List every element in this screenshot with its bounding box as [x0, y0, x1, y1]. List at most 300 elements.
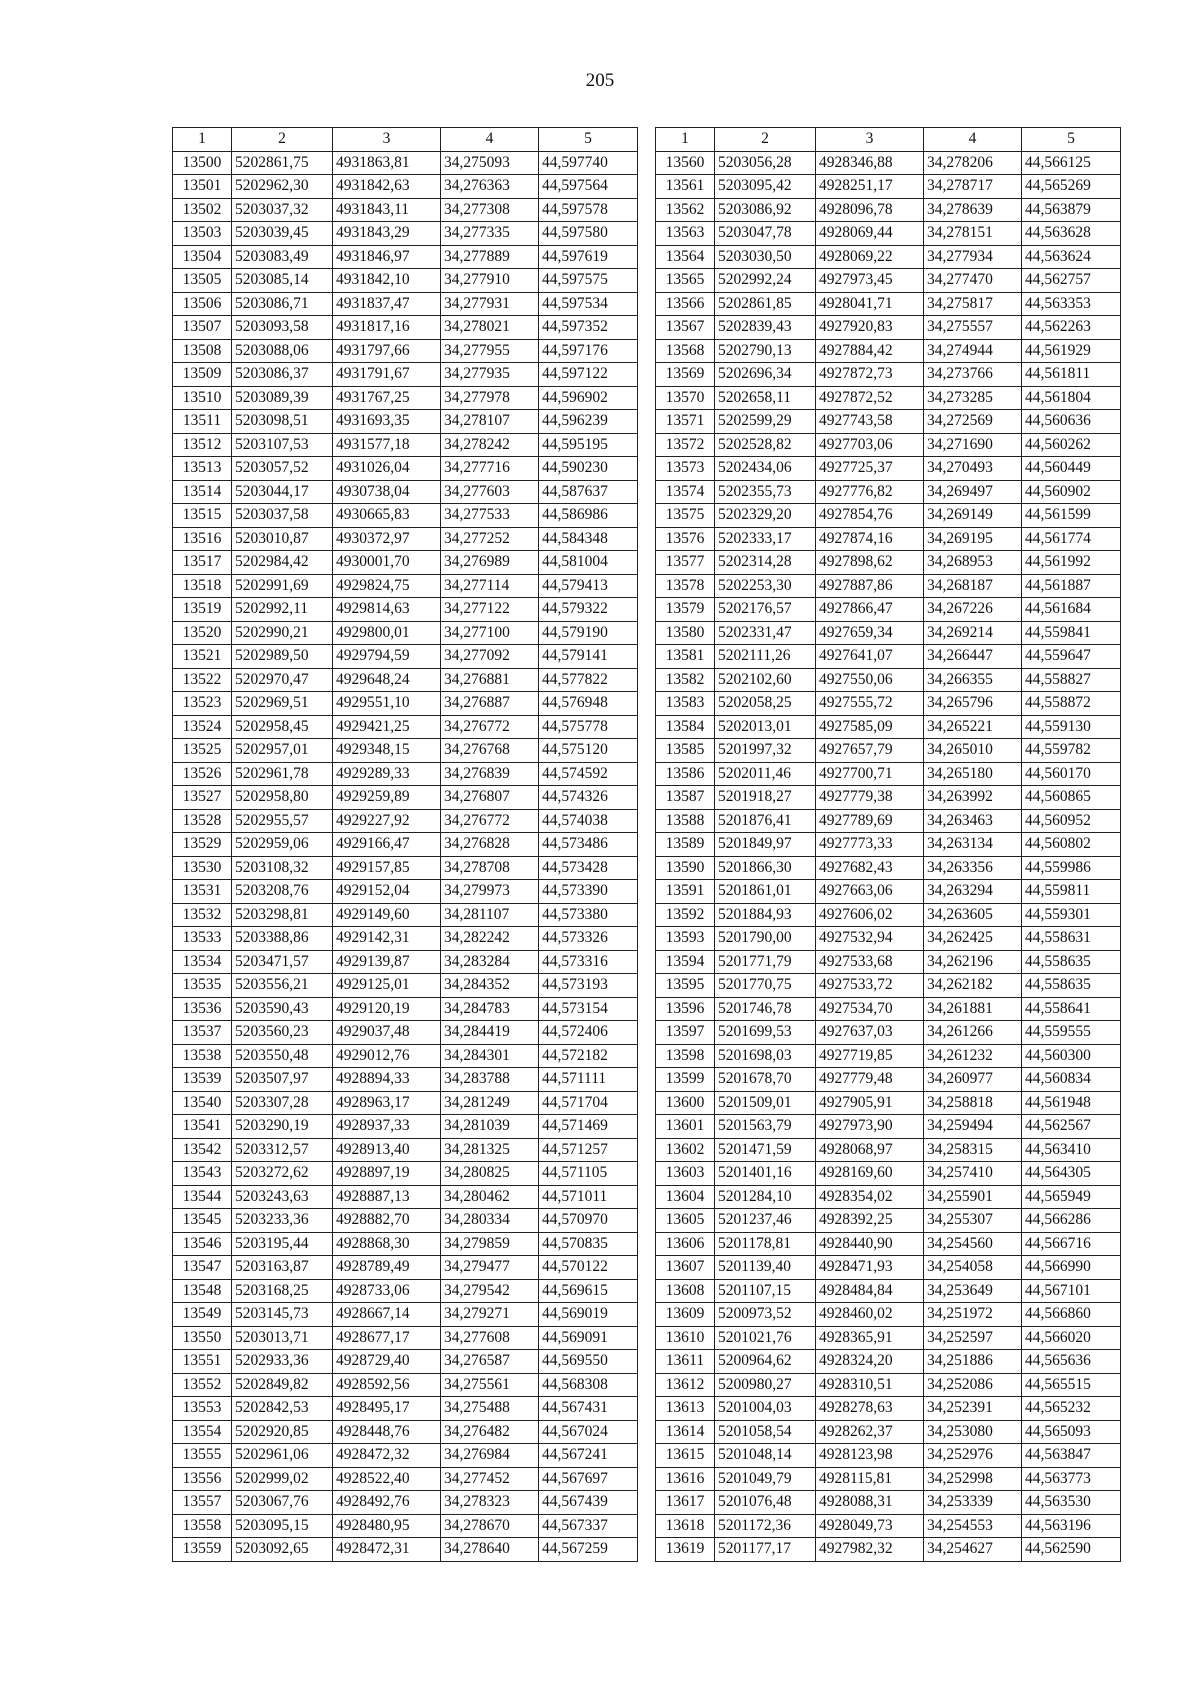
table-row [173, 950, 638, 974]
table-row [173, 1420, 638, 1444]
table-cell: 34,263356 [924, 856, 1022, 880]
table-cell: 34,269195 [924, 527, 1022, 551]
table-row [173, 1538, 638, 1562]
table-row [656, 715, 1121, 739]
table-cell: 34,263134 [924, 833, 1022, 857]
table-cell: 44,567259 [539, 1538, 638, 1562]
table-cell: 5202984,42 [232, 551, 333, 575]
table-cell: 44,562567 [1022, 1115, 1121, 1139]
table-cell: 44,559301 [1022, 903, 1121, 927]
table-cell: 13549 [173, 1303, 232, 1327]
table-cell: 44,584348 [539, 527, 638, 551]
table-row [656, 1091, 1121, 1115]
table-cell: 5202331,47 [715, 621, 816, 645]
table-cell: 13508 [173, 339, 232, 363]
table-cell: 13571 [656, 410, 715, 434]
table-cell: 13587 [656, 786, 715, 810]
table-cell: 44,559555 [1022, 1021, 1121, 1045]
table-row [656, 598, 1121, 622]
table-header-row [656, 128, 1121, 152]
table-row [656, 903, 1121, 927]
table-cell: 5201139,40 [715, 1256, 816, 1280]
table-cell: 4928262,37 [816, 1420, 924, 1444]
table-cell: 4928484,84 [816, 1279, 924, 1303]
table-row [656, 833, 1121, 857]
table-cell: 34,277955 [441, 339, 539, 363]
table-cell: 34,265010 [924, 739, 1022, 763]
table-cell: 4929125,01 [333, 974, 441, 998]
table-cell: 44,576948 [539, 692, 638, 716]
table-row [656, 1138, 1121, 1162]
table-cell: 5203208,76 [232, 880, 333, 904]
table-cell: 34,277889 [441, 245, 539, 269]
table-cell: 5202961,78 [232, 762, 333, 786]
table-cell: 5203030,50 [715, 245, 816, 269]
table-row [656, 339, 1121, 363]
table-cell: 34,276768 [441, 739, 539, 763]
table-cell: 13534 [173, 950, 232, 974]
table-cell: 44,567431 [539, 1397, 638, 1421]
table-cell: 5202176,57 [715, 598, 816, 622]
table-row [656, 245, 1121, 269]
table-cell: 34,258818 [924, 1091, 1022, 1115]
table-cell: 44,560262 [1022, 433, 1121, 457]
table-cell: 13522 [173, 668, 232, 692]
table-cell: 4928049,73 [816, 1514, 924, 1538]
table-cell: 44,597176 [539, 339, 638, 363]
table-cell: 5203098,51 [232, 410, 333, 434]
table-cell: 5201237,46 [715, 1209, 816, 1233]
table-cell: 4931577,18 [333, 433, 441, 457]
table-row [656, 433, 1121, 457]
table-cell: 44,571111 [539, 1068, 638, 1092]
table-cell: 4927789,69 [816, 809, 924, 833]
table-cell: 44,569019 [539, 1303, 638, 1327]
table-cell: 4929814,63 [333, 598, 441, 622]
table-cell: 13557 [173, 1491, 232, 1515]
table-cell: 13544 [173, 1185, 232, 1209]
table-cell: 5201790,00 [715, 927, 816, 951]
table-cell: 34,259494 [924, 1115, 1022, 1139]
table-cell: 34,275093 [441, 151, 539, 175]
table-row [656, 856, 1121, 880]
table-cell: 4928346,88 [816, 151, 924, 175]
table-cell: 44,561811 [1022, 363, 1121, 387]
table-cell: 5202329,20 [715, 504, 816, 528]
table-cell: 5203145,73 [232, 1303, 333, 1327]
table-cell: 44,572182 [539, 1044, 638, 1068]
table-cell: 4927898,62 [816, 551, 924, 575]
page-number: 205 [585, 70, 615, 91]
table-cell: 13507 [173, 316, 232, 340]
table-cell: 5201698,03 [715, 1044, 816, 1068]
table-cell: 34,277910 [441, 269, 539, 293]
table-cell: 5201876,41 [715, 809, 816, 833]
table-cell: 4928069,22 [816, 245, 924, 269]
table-row [173, 880, 638, 904]
table-cell: 34,273766 [924, 363, 1022, 387]
table-cell: 13588 [656, 809, 715, 833]
table-row [173, 1491, 638, 1515]
table-cell: 5202013,01 [715, 715, 816, 739]
table-cell: 13528 [173, 809, 232, 833]
table-cell: 13605 [656, 1209, 715, 1233]
table-cell: 34,252597 [924, 1326, 1022, 1350]
table-cell: 34,251886 [924, 1350, 1022, 1374]
table-cell: 44,571257 [539, 1138, 638, 1162]
table-row [173, 1185, 638, 1209]
table-row [173, 974, 638, 998]
table-cell: 4928937,33 [333, 1115, 441, 1139]
table-row [656, 1326, 1121, 1350]
table-row [656, 1373, 1121, 1397]
table-row [173, 927, 638, 951]
table-cell: 34,275817 [924, 292, 1022, 316]
table-cell: 5201177,17 [715, 1538, 816, 1562]
table-cell: 4927663,06 [816, 880, 924, 904]
table-cell: 5201004,03 [715, 1397, 816, 1421]
table-cell: 4929166,47 [333, 833, 441, 857]
table-cell: 13580 [656, 621, 715, 645]
table-row [173, 1138, 638, 1162]
table-cell: 4928278,63 [816, 1397, 924, 1421]
table-cell: 5202790,13 [715, 339, 816, 363]
table-cell: 4929142,31 [333, 927, 441, 951]
table-cell: 4928522,40 [333, 1467, 441, 1491]
table-cell: 13547 [173, 1256, 232, 1280]
table-cell: 4930001,70 [333, 551, 441, 575]
table-cell: 4929152,04 [333, 880, 441, 904]
table-cell: 34,269149 [924, 504, 1022, 528]
table-cell: 34,252086 [924, 1373, 1022, 1397]
table-cell: 5202849,82 [232, 1373, 333, 1397]
table-cell: 34,275488 [441, 1397, 539, 1421]
table-cell: 5202970,47 [232, 668, 333, 692]
table-row [173, 1350, 638, 1374]
table-row [173, 245, 638, 269]
table-cell: 5203067,76 [232, 1491, 333, 1515]
table-cell: 13518 [173, 574, 232, 598]
table-row [173, 1279, 638, 1303]
table-cell: 5202958,80 [232, 786, 333, 810]
table-cell: 4929551,10 [333, 692, 441, 716]
table-row [656, 1185, 1121, 1209]
table-cell: 5202989,50 [232, 645, 333, 669]
table-cell: 13563 [656, 222, 715, 246]
table-cell: 13525 [173, 739, 232, 763]
table-cell: 5202102,60 [715, 668, 816, 692]
table-cell: 4928492,76 [333, 1491, 441, 1515]
table-cell: 5203047,78 [715, 222, 816, 246]
table-cell: 44,572406 [539, 1021, 638, 1045]
table-cell: 13597 [656, 1021, 715, 1045]
table-cell: 4931843,11 [333, 198, 441, 222]
table-row [173, 1514, 638, 1538]
table-cell: 13546 [173, 1232, 232, 1256]
table-cell: 44,562757 [1022, 269, 1121, 293]
table-cell: 34,276839 [441, 762, 539, 786]
table-cell: 13540 [173, 1091, 232, 1115]
table-cell: 34,280462 [441, 1185, 539, 1209]
table-cell: 4928310,51 [816, 1373, 924, 1397]
table-row [656, 880, 1121, 904]
column-header: 2 [232, 128, 333, 152]
table-cell: 4931791,67 [333, 363, 441, 387]
table-cell: 4927606,02 [816, 903, 924, 927]
table-cell: 13589 [656, 833, 715, 857]
table-row [656, 363, 1121, 387]
table-cell: 4927773,33 [816, 833, 924, 857]
table-cell: 13594 [656, 950, 715, 974]
table-cell: 5202314,28 [715, 551, 816, 575]
table-cell: 5202658,11 [715, 386, 816, 410]
table-row [656, 1162, 1121, 1186]
table-cell: 5203307,28 [232, 1091, 333, 1115]
table-cell: 44,559130 [1022, 715, 1121, 739]
table-cell: 13504 [173, 245, 232, 269]
table-cell: 44,573316 [539, 950, 638, 974]
table-cell: 34,254058 [924, 1256, 1022, 1280]
table-row [656, 1115, 1121, 1139]
table-row [656, 269, 1121, 293]
table-cell: 44,558872 [1022, 692, 1121, 716]
table-cell: 13524 [173, 715, 232, 739]
table-cell: 44,563196 [1022, 1514, 1121, 1538]
table-row [173, 1232, 638, 1256]
table-cell: 5201849,97 [715, 833, 816, 857]
table-row [656, 386, 1121, 410]
table-cell: 5201861,01 [715, 880, 816, 904]
table-cell: 44,559647 [1022, 645, 1121, 669]
table-cell: 5202333,17 [715, 527, 816, 551]
table-row [173, 1115, 638, 1139]
table-cell: 34,277308 [441, 198, 539, 222]
table-cell: 5201509,01 [715, 1091, 816, 1115]
table-cell: 34,276482 [441, 1420, 539, 1444]
table-cell: 5203560,23 [232, 1021, 333, 1045]
table-row [656, 762, 1121, 786]
table-cell: 44,559986 [1022, 856, 1121, 880]
table-cell: 34,273285 [924, 386, 1022, 410]
table-cell: 44,560952 [1022, 809, 1121, 833]
table-cell: 4928068,97 [816, 1138, 924, 1162]
column-header: 4 [924, 128, 1022, 152]
table-cell: 13541 [173, 1115, 232, 1139]
table-cell: 5201049,79 [715, 1467, 816, 1491]
table-row [173, 1444, 638, 1468]
table-cell: 34,281325 [441, 1138, 539, 1162]
table-row [656, 1491, 1121, 1515]
table-cell: 5200973,52 [715, 1303, 816, 1327]
table-cell: 13506 [173, 292, 232, 316]
table-cell: 13591 [656, 880, 715, 904]
table-cell: 44,569550 [539, 1350, 638, 1374]
table-cell: 4927657,79 [816, 739, 924, 763]
table-cell: 5201471,59 [715, 1138, 816, 1162]
table-cell: 44,566990 [1022, 1256, 1121, 1280]
table-row [173, 809, 638, 833]
table-cell: 13543 [173, 1162, 232, 1186]
table-cell: 5202991,69 [232, 574, 333, 598]
table-cell: 4928472,32 [333, 1444, 441, 1468]
table-cell: 34,276881 [441, 668, 539, 692]
table-cell: 13581 [656, 645, 715, 669]
table-cell: 4927700,71 [816, 762, 924, 786]
table-cell: 34,276984 [441, 1444, 539, 1468]
table-cell: 13559 [173, 1538, 232, 1562]
table-cell: 5203057,52 [232, 457, 333, 481]
table-cell: 44,573193 [539, 974, 638, 998]
table-cell: 44,569615 [539, 1279, 638, 1303]
table-cell: 4928887,13 [333, 1185, 441, 1209]
table-cell: 5203083,49 [232, 245, 333, 269]
table-cell: 5202434,06 [715, 457, 816, 481]
table-cell: 13501 [173, 175, 232, 199]
table-row [656, 316, 1121, 340]
table-cell: 13598 [656, 1044, 715, 1068]
table-cell: 13532 [173, 903, 232, 927]
table-row [656, 151, 1121, 175]
table-cell: 5203243,63 [232, 1185, 333, 1209]
table-cell: 4929800,01 [333, 621, 441, 645]
table-cell: 5202011,46 [715, 762, 816, 786]
table-cell: 44,561684 [1022, 598, 1121, 622]
table-cell: 13502 [173, 198, 232, 222]
table-cell: 5202696,34 [715, 363, 816, 387]
table-cell: 4928472,31 [333, 1538, 441, 1562]
table-row [656, 457, 1121, 481]
table-cell: 44,597122 [539, 363, 638, 387]
table-cell: 44,566716 [1022, 1232, 1121, 1256]
table-cell: 34,278323 [441, 1491, 539, 1515]
table-cell: 34,278670 [441, 1514, 539, 1538]
table-row [656, 198, 1121, 222]
table-cell: 44,559811 [1022, 880, 1121, 904]
table-cell: 34,277122 [441, 598, 539, 622]
table-cell: 44,565232 [1022, 1397, 1121, 1421]
column-header: 3 [816, 128, 924, 152]
table-cell: 34,276772 [441, 715, 539, 739]
table-cell: 44,563628 [1022, 222, 1121, 246]
table-row [656, 175, 1121, 199]
table-cell: 44,597578 [539, 198, 638, 222]
table-row [656, 1420, 1121, 1444]
table-cell: 13576 [656, 527, 715, 551]
table-cell: 44,568308 [539, 1373, 638, 1397]
table-cell: 44,558635 [1022, 974, 1121, 998]
table-cell: 5203095,15 [232, 1514, 333, 1538]
table-cell: 4928069,44 [816, 222, 924, 246]
table-row [173, 175, 638, 199]
table-cell: 13560 [656, 151, 715, 175]
table-cell: 5203086,71 [232, 292, 333, 316]
table-row [656, 668, 1121, 692]
table-cell: 34,281107 [441, 903, 539, 927]
table-cell: 5203086,37 [232, 363, 333, 387]
table-cell: 34,277603 [441, 480, 539, 504]
table-cell: 34,277935 [441, 363, 539, 387]
table-row [173, 1373, 638, 1397]
table-cell: 34,266355 [924, 668, 1022, 692]
table-cell: 13579 [656, 598, 715, 622]
table-cell: 5203039,45 [232, 222, 333, 246]
table-cell: 13565 [656, 269, 715, 293]
table-cell: 44,564305 [1022, 1162, 1121, 1186]
table-cell: 44,567101 [1022, 1279, 1121, 1303]
table-cell: 34,277608 [441, 1326, 539, 1350]
table-row [173, 715, 638, 739]
table-cell: 13539 [173, 1068, 232, 1092]
table-cell: 5202861,75 [232, 151, 333, 175]
table-row [656, 1303, 1121, 1327]
table-cell: 13523 [173, 692, 232, 716]
table-row [173, 903, 638, 927]
table-row [173, 1044, 638, 1068]
table-cell: 34,278021 [441, 316, 539, 340]
table-cell: 4931026,04 [333, 457, 441, 481]
table-cell: 13569 [656, 363, 715, 387]
table-cell: 5203388,86 [232, 927, 333, 951]
table-cell: 44,597534 [539, 292, 638, 316]
table-cell: 13593 [656, 927, 715, 951]
table-cell: 13585 [656, 739, 715, 763]
table-cell: 4928115,81 [816, 1467, 924, 1491]
table-cell: 13531 [173, 880, 232, 904]
table-cell: 44,573380 [539, 903, 638, 927]
table-row [656, 1232, 1121, 1256]
table-cell: 5202955,57 [232, 809, 333, 833]
table-row [173, 222, 638, 246]
table-cell: 44,560449 [1022, 457, 1121, 481]
table-cell: 5202253,30 [715, 574, 816, 598]
table-cell: 4931767,25 [333, 386, 441, 410]
table-cell: 13516 [173, 527, 232, 551]
table-cell: 13535 [173, 974, 232, 998]
table-cell: 5202959,06 [232, 833, 333, 857]
table-cell: 4929157,85 [333, 856, 441, 880]
table-cell: 13554 [173, 1420, 232, 1444]
table-cell: 34,278206 [924, 151, 1022, 175]
table-cell: 4927905,91 [816, 1091, 924, 1115]
table-cell: 44,587637 [539, 480, 638, 504]
table-cell: 13596 [656, 997, 715, 1021]
coordinates-table-left [172, 127, 638, 1562]
table-cell: 13572 [656, 433, 715, 457]
table-cell: 13606 [656, 1232, 715, 1256]
table-cell: 34,278151 [924, 222, 1022, 246]
table-row [656, 645, 1121, 669]
table-cell: 13511 [173, 410, 232, 434]
table-cell: 34,283284 [441, 950, 539, 974]
table-cell: 34,267226 [924, 598, 1022, 622]
table-cell: 44,571011 [539, 1185, 638, 1209]
table-cell: 4928913,40 [333, 1138, 441, 1162]
table-cell: 4927585,09 [816, 715, 924, 739]
table-cell: 5200964,62 [715, 1350, 816, 1374]
table-cell: 4928460,02 [816, 1303, 924, 1327]
table-cell: 5201563,79 [715, 1115, 816, 1139]
table-cell: 13599 [656, 1068, 715, 1092]
table-cell: 4929120,19 [333, 997, 441, 1021]
table-cell: 4928495,17 [333, 1397, 441, 1421]
table-cell: 4930738,04 [333, 480, 441, 504]
table-cell: 44,563410 [1022, 1138, 1121, 1162]
table-cell: 5203086,92 [715, 198, 816, 222]
column-header: 5 [1022, 128, 1121, 152]
table-cell: 4929139,87 [333, 950, 441, 974]
table-cell: 44,563353 [1022, 292, 1121, 316]
table-row [173, 269, 638, 293]
